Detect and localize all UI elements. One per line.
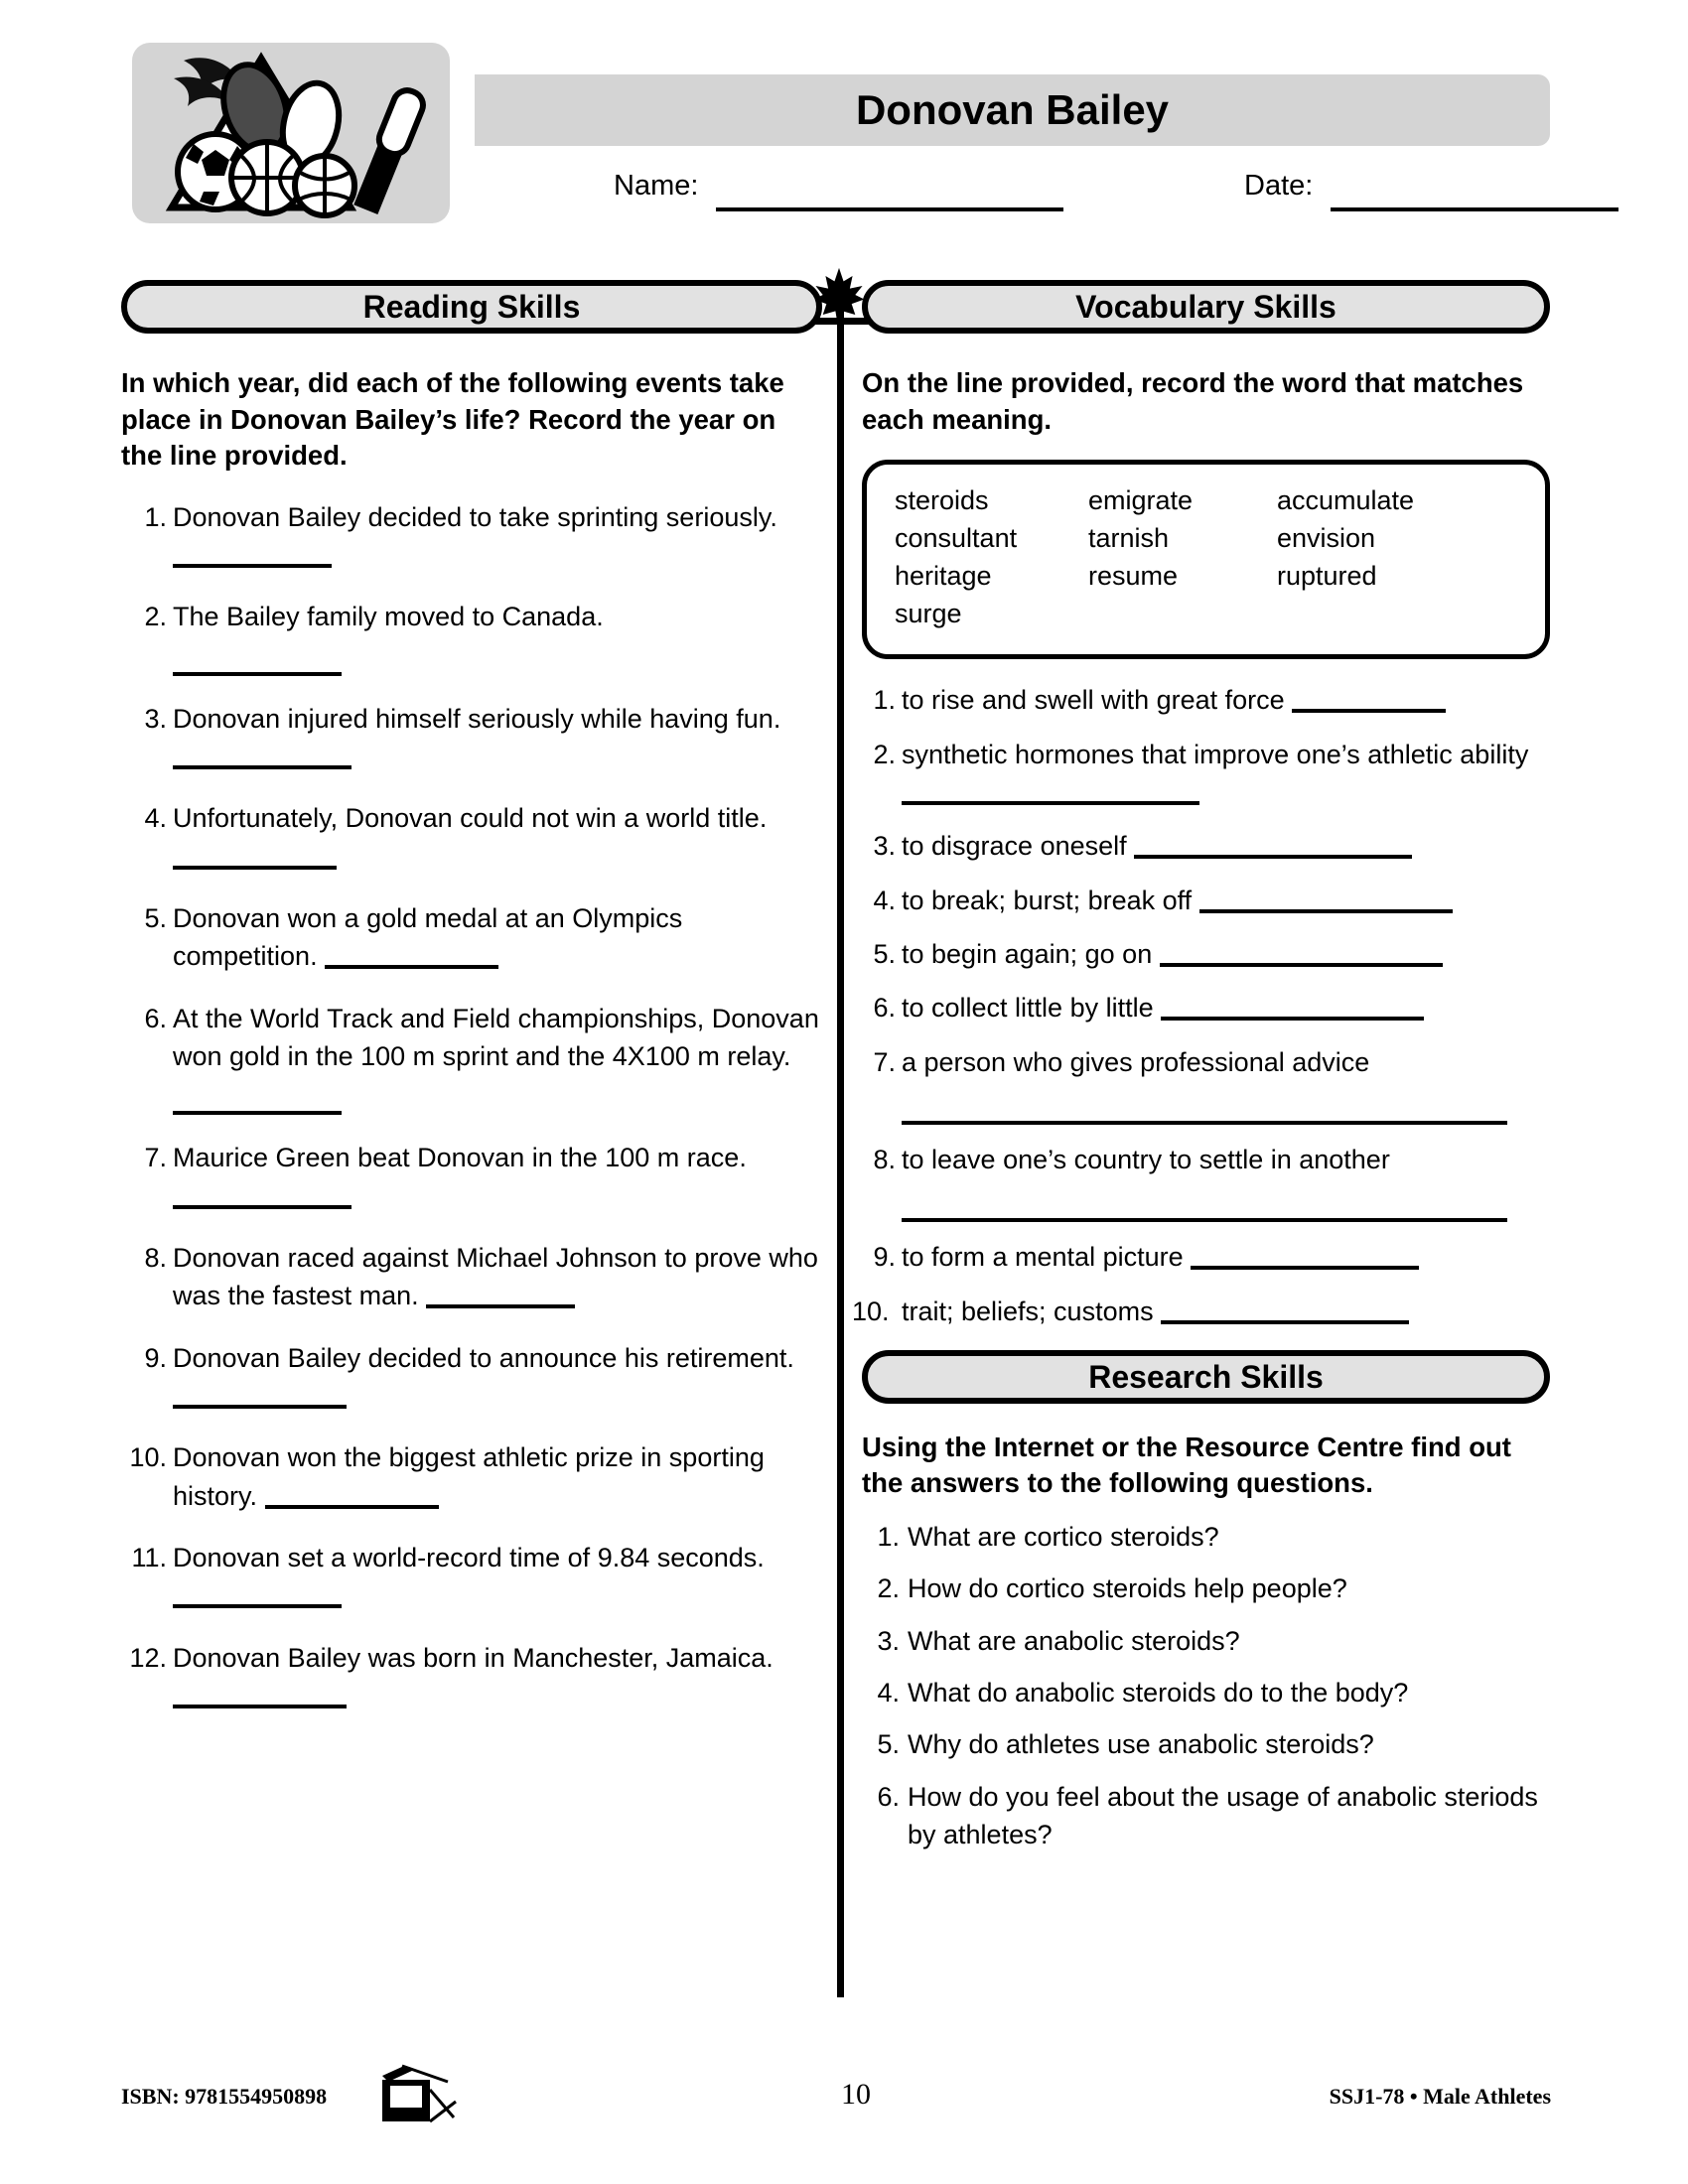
item-number: 1. — [877, 1522, 900, 1553]
word-bank-word: surge — [895, 598, 962, 628]
research-question-list — [862, 1518, 1550, 1853]
answer-blank[interactable] — [173, 765, 352, 769]
page-title: Donovan Bailey — [855, 86, 1170, 133]
answer-blank[interactable] — [1191, 1266, 1419, 1270]
vocabulary-skills-title: Vocabulary Skills — [1075, 289, 1336, 325]
item-number: 4. — [873, 885, 896, 915]
item-text: to disgrace oneself — [902, 831, 1127, 862]
footer-code: SSJ1-78 • Male Athletes — [1329, 2084, 1551, 2109]
item-number: 7. — [873, 1046, 896, 1077]
item-text: to break; burst; break off — [902, 885, 1193, 915]
word-bank-word: steroids — [895, 485, 989, 516]
item-text: Donovan Bailey decided to take sprinting seriously. — [173, 501, 777, 532]
date-label: Date: — [1244, 170, 1314, 202]
research-skills-title: Research Skills — [1088, 1358, 1324, 1395]
list-item — [862, 1141, 1550, 1222]
item-number: 1. — [873, 685, 896, 716]
item-number: 3. — [144, 703, 167, 734]
answer-blank[interactable] — [902, 801, 1199, 805]
list-item — [121, 1639, 822, 1715]
list-item — [121, 1438, 822, 1515]
reading-question-list — [121, 498, 822, 1715]
item-text: How do you feel about the usage of anabolic steriods by athletes? — [908, 1781, 1538, 1850]
answer-blank[interactable] — [1161, 1320, 1409, 1324]
list-item — [862, 935, 1550, 973]
name-input-line[interactable] — [716, 207, 1063, 211]
item-number: 2. — [144, 602, 167, 632]
list-item — [862, 1725, 1550, 1763]
vocabulary-question-list — [852, 681, 1550, 1330]
item-text: Donovan Bailey decided to announce his retirement. — [173, 1342, 794, 1373]
item-text: to form a mental picture — [902, 1242, 1184, 1273]
item-number: 12. — [129, 1642, 167, 1673]
item-number: 11. — [131, 1542, 167, 1572]
item-text: a person who gives professional advice — [902, 1046, 1370, 1077]
item-text: Donovan won a gold medal at an Olympics competition. — [173, 902, 683, 972]
item-text: to collect little by little — [902, 993, 1154, 1024]
list-item — [862, 1043, 1550, 1125]
word-bank-word: emigrate — [1088, 485, 1194, 516]
item-number: 5. — [873, 938, 896, 969]
item-text: The Bailey family moved to Canada. — [173, 602, 604, 632]
list-item — [862, 1238, 1550, 1276]
list-item — [121, 1000, 822, 1116]
item-number: 4. — [144, 803, 167, 834]
list-item — [121, 899, 822, 976]
list-item — [862, 736, 1550, 812]
word-bank-row — [895, 482, 1517, 520]
item-text: How do cortico steroids help people? — [908, 1573, 1347, 1604]
item-number: 10. — [129, 1442, 167, 1473]
answer-blank[interactable] — [173, 1405, 347, 1409]
item-text: Donovan won the biggest athletic prize in sporting history. — [173, 1442, 765, 1511]
page-number: 10 — [841, 2078, 871, 2111]
list-item — [862, 1518, 1550, 1556]
vocabulary-skills-column — [852, 280, 1550, 1867]
word-bank-word: resume — [1088, 560, 1179, 591]
item-text: Why do athletes use anabolic steroids? — [908, 1729, 1374, 1760]
answer-blank[interactable] — [173, 1705, 347, 1708]
item-number: 10. — [852, 1296, 890, 1326]
answer-blank[interactable] — [265, 1505, 439, 1509]
word-bank-row — [895, 520, 1517, 558]
word-bank-word: heritage — [895, 560, 992, 591]
list-item — [121, 1339, 822, 1416]
answer-blank[interactable] — [426, 1304, 575, 1308]
word-bank-row — [895, 596, 1517, 633]
item-text: Maurice Green beat Donovan in the 100 m race. — [173, 1143, 747, 1173]
item-text: What are cortico steroids? — [908, 1522, 1219, 1553]
list-item — [862, 827, 1550, 865]
item-number: 8. — [873, 1144, 896, 1174]
list-item — [121, 1539, 822, 1615]
answer-blank[interactable] — [173, 1111, 342, 1115]
research-instruction: Using the Internet or the Resource Centre find out the answers to the following questions. — [862, 1431, 1511, 1499]
answer-blank[interactable] — [173, 866, 337, 870]
item-text: to leave one’s country to settle in another — [902, 1144, 1390, 1174]
worksheet-header — [132, 74, 1550, 253]
answer-blank[interactable] — [173, 1205, 352, 1209]
list-item — [862, 1622, 1550, 1660]
list-item — [121, 1139, 822, 1215]
word-bank-word: ruptured — [1277, 560, 1377, 591]
worksheet-footer — [121, 2070, 1551, 2139]
item-text: Unfortunately, Donovan could not win a world title. — [173, 803, 768, 834]
isbn-text: ISBN: 9781554950898 — [121, 2084, 328, 2109]
item-number: 6. — [873, 993, 896, 1024]
word-bank-word: tarnish — [1088, 522, 1170, 553]
answer-blank[interactable] — [1292, 709, 1446, 713]
answer-blank[interactable] — [325, 965, 498, 969]
item-number: 5. — [144, 902, 167, 933]
reading-instruction: In which year, did each of the following events take place in Donovan Bailey’s life? Record the year on the line provided. — [121, 367, 784, 472]
item-number: 4. — [877, 1678, 900, 1708]
item-number: 3. — [873, 831, 896, 862]
word-bank-word: consultant — [895, 522, 1018, 553]
word-bank-row — [895, 558, 1517, 596]
title-bar — [475, 74, 1550, 146]
list-item — [121, 598, 822, 675]
answer-blank[interactable] — [902, 1218, 1507, 1222]
item-number: 6. — [144, 1003, 167, 1033]
word-bank-word: envision — [1277, 522, 1376, 553]
item-number: 2. — [873, 739, 896, 769]
word-bank-word: accumulate — [1277, 485, 1415, 516]
answer-blank[interactable] — [902, 1121, 1507, 1125]
list-item — [862, 989, 1550, 1026]
item-number: 2. — [877, 1573, 900, 1604]
item-number: 9. — [873, 1242, 896, 1273]
item-number: 3. — [877, 1625, 900, 1656]
item-text: Donovan set a world-record time of 9.84 seconds. — [173, 1542, 765, 1572]
item-text: to rise and swell with great force — [902, 685, 1285, 716]
item-text: At the World Track and Field championships, Donovan won gold in the 100 m sprint and the 4X100 m relay. — [173, 1003, 819, 1071]
publisher-logo-icon — [374, 2060, 464, 2125]
list-item — [121, 1239, 822, 1315]
item-text: What do anabolic steroids do to the body? — [908, 1678, 1409, 1708]
answer-blank[interactable] — [1199, 909, 1453, 913]
answer-blank[interactable] — [173, 672, 342, 676]
list-item — [121, 498, 822, 575]
item-text: Donovan raced against Michael Johnson to prove who was the fastest man. — [173, 1242, 818, 1311]
research-skills-header — [862, 1350, 1550, 1404]
answer-blank[interactable] — [1134, 855, 1412, 859]
word-bank — [862, 460, 1550, 659]
item-text: Donovan injured himself seriously while having fun. — [173, 703, 781, 734]
reading-skills-title: Reading Skills — [362, 289, 581, 325]
item-number: 6. — [877, 1781, 900, 1812]
list-item — [121, 700, 822, 776]
item-text: What are anabolic steroids? — [908, 1625, 1240, 1656]
reading-skills-header — [121, 280, 822, 334]
vocabulary-instruction: On the line provided, record the word that matches each meaning. — [862, 367, 1524, 435]
sports-equipment-icon — [144, 47, 442, 221]
date-input-line[interactable] — [1331, 207, 1618, 211]
item-text: Donovan Bailey was born in Manchester, Jamaica. — [173, 1642, 774, 1673]
answer-blank[interactable] — [173, 564, 332, 568]
item-text: synthetic hormones that improve one’s athletic ability — [902, 739, 1529, 769]
list-item — [862, 1674, 1550, 1711]
list-item — [862, 882, 1550, 919]
clipart-badge — [132, 43, 450, 223]
item-number: 9. — [144, 1342, 167, 1373]
item-number: 7. — [144, 1143, 167, 1173]
item-number: 1. — [144, 501, 167, 532]
list-item — [862, 681, 1550, 719]
item-number: 8. — [144, 1242, 167, 1273]
list-item — [121, 799, 822, 876]
item-number: 5. — [877, 1729, 900, 1760]
answer-blank[interactable] — [1161, 1017, 1424, 1021]
list-item — [862, 1570, 1550, 1607]
answer-blank[interactable] — [1160, 963, 1443, 967]
column-divider — [837, 290, 844, 1997]
reading-skills-column — [121, 280, 822, 1738]
name-label: Name: — [614, 170, 699, 202]
list-item — [862, 1778, 1550, 1854]
item-text: to begin again; go on — [902, 938, 1153, 969]
item-text: trait; beliefs; customs — [902, 1296, 1154, 1326]
list-item — [852, 1293, 1550, 1330]
name-date-row — [475, 162, 1550, 221]
vocabulary-skills-header — [862, 280, 1550, 334]
answer-blank[interactable] — [173, 1604, 342, 1608]
